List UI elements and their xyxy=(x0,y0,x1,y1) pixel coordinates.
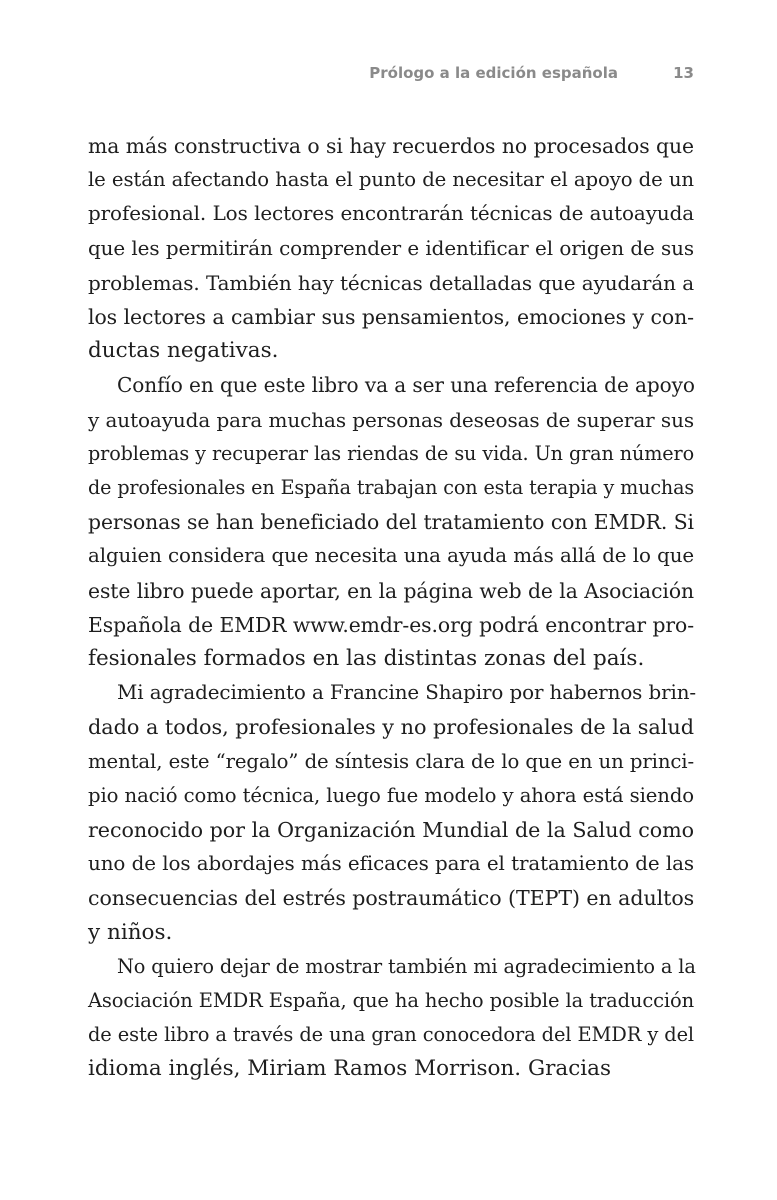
text-line: de profesionales en España trabajan con esta terapia y muchas xyxy=(88,476,694,500)
text-line: fesionales formados en las distintas zonas del país. xyxy=(88,646,645,672)
running-header xyxy=(88,62,694,88)
text-line: los lectores a cambiar sus pensamientos, emociones y con- xyxy=(88,305,694,330)
text-line: idioma inglés, Miriam Ramos Morrison. Gracias xyxy=(88,1056,611,1082)
text-line: Española de EMDR www.emdr-es.org podrá encontrar pro- xyxy=(88,612,694,637)
paragraph-1 xyxy=(88,129,694,368)
text-line: y niños. xyxy=(88,919,173,945)
text-line: personas se han beneficiado del tratamiento con EMDR. Si xyxy=(88,510,694,535)
text-line: Mi agradecimiento a Francine Shapiro por habernos brin- xyxy=(117,681,697,705)
paragraph-4 xyxy=(88,950,694,1087)
text-line: que les permitirán comprender e identificar el origen de sus xyxy=(88,236,694,260)
paragraph-2 xyxy=(88,368,694,676)
text-line: le están afectando hasta el punto de necesitar el apoyo de un xyxy=(88,168,694,192)
body-text xyxy=(88,129,697,1087)
text-line: profesional. Los lectores encontrarán técnicas de autoayuda xyxy=(88,202,694,226)
text-line: ma más constructiva o si hay recuerdos no procesados que xyxy=(88,134,694,158)
text-line: y autoayuda para muchas personas deseosas de superar sus xyxy=(88,407,694,432)
text-line: Asociación EMDR España, que ha hecho posible la traducción xyxy=(88,989,694,1013)
text-line: consecuencias del estrés postraumático (TEPT) en adultos xyxy=(88,886,695,911)
text-line: uno de los abordajes más eficaces para el tratamiento de las xyxy=(88,852,694,876)
text-line: alguien considera que necesita una ayuda más allá de lo que xyxy=(88,544,694,568)
page-number: 13 xyxy=(673,64,694,82)
text-line: No quiero dejar de mostrar también mi agradecimiento a la xyxy=(117,954,696,978)
text-line: mental, este “regalo” de síntesis clara de lo que en un princi- xyxy=(88,749,694,773)
text-line: dado a todos, profesionales y no profesionales de la salud xyxy=(88,715,694,740)
text-line: problemas y recuperar las riendas de su vida. Un gran número xyxy=(88,441,694,465)
paragraph-3 xyxy=(88,676,697,950)
text-line: ductas negativas. xyxy=(88,338,279,364)
text-line: este libro puede aportar, en la página web de la Asociación xyxy=(88,578,694,603)
text-line: de este libro a través de una gran conocedora del EMDR y del xyxy=(88,1023,694,1047)
text-line: pio nació como técnica, luego fue modelo y ahora está siendo xyxy=(88,783,694,807)
text-line: problemas. También hay técnicas detalladas que ayudarán a xyxy=(88,270,694,295)
text-line: Confío en que este libro va a ser una referencia de apoyo xyxy=(117,373,695,398)
text-line: reconocido por la Organización Mundial de la Salud como xyxy=(88,818,694,843)
running-header-title: Prólogo a la edición española xyxy=(369,64,618,82)
